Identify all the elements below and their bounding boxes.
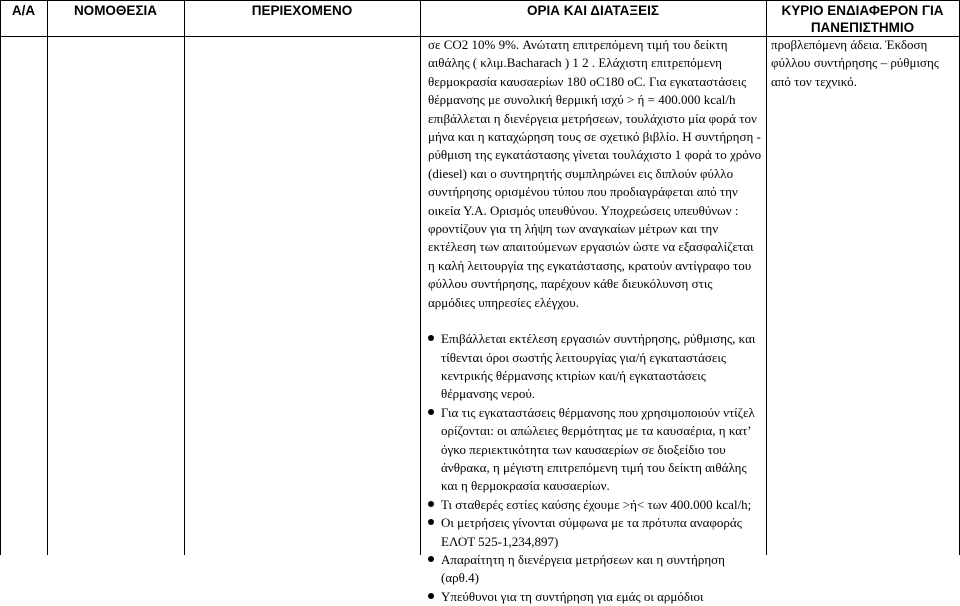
- header-col-interest-line1: ΚΥΡΙΟ ΕΝΔΙΑΦΕΡΟΝ ΓΙΑ: [781, 3, 944, 18]
- header-col-content: ΠΕΡΙΕΧΟΜΕΝΟ: [251, 3, 353, 18]
- table-divider-content: [420, 0, 421, 555]
- header-col-law: ΝΟΜΟΘΕΣΙΑ: [73, 3, 158, 18]
- interest-cell: [771, 36, 955, 236]
- bullet-dot-icon: [428, 501, 434, 507]
- table-border-left: [0, 0, 1, 555]
- list-item: Τι σταθερές εστίες καύσης έχουμε >ή< των 400.000 kcal/h;: [428, 496, 762, 514]
- limits-bullet-list: [428, 330, 762, 606]
- header-col-interest: [766, 0, 959, 36]
- interest-paragraph: προβλεπόμενη άδεια. Έκδοση φύλλου συντήρησης – ρύθμισης από τον τεχνικό.: [771, 37, 939, 89]
- bullet-dot-icon: [428, 593, 434, 599]
- bullet-dot-icon: [428, 519, 434, 525]
- bullet-dot-icon: [428, 335, 434, 341]
- list-item: Οι μετρήσεις γίνονται σύμφωνα με τα πρότυπα αναφοράς ΕΛΟΤ 525-1,234,897): [428, 514, 762, 551]
- bullet-dot-icon: [428, 409, 434, 415]
- header-col-limits: ΟΡΙΑ ΚΑΙ ΔΙΑΤΑΞΕΙΣ: [527, 3, 659, 18]
- table-divider-aa: [47, 0, 48, 555]
- list-item: Υπεύθυνοι για τη συντήρηση για εμάς οι αρμόδιοι: [428, 588, 762, 606]
- limits-paragraph: σε CO2 10% 9%. Ανώτατη επιτρεπόμενη τιμή του δείκτη αιθάλης ( κλιμ.Bacharach ) 1 2 . Ελάχιστη επιτρεπόμενη θερμοκρασία καυσαερίων 180 οC180 οC. Για εγκαταστάσεις θέρμανσης με συνολική θερμική ισχύ > ή = 400.000 kcal/h επιβάλλεται η διενέργεια μετρήσεων, τουλάχιστο μία φορά τον μήνα και η καταχώρηση τους σε σχετικό βιβλίο. Η συντήρηση - ρύθμιση της εγκατάστασης γίνεται τουλάχιστο 1 φορά το χρόνο (diesel) και ο συντηρητής συμπληρώνει εις διπλούν φύλλο συντήρησης ορισμένου τύπου που προδιαγράφεται από την οικεία Υ.Α. Ορισμός υπευθύνου. Υποχρεώσεις υπευθύνων : φροντίζουν για τη λήψη των αναγκαίων μέτρων και την εκτέλεση των απαιτούμενων εργασιών ώστε να εξασφαλίζεται η καλή λειτουργία της εγκατάστασης, κρατούν αντίγραφο του φύλλου συντήρησης, παρέχουν κάθε διευκόλυνση στις αρμόδιες υπηρεσίες ελέγχου.: [428, 37, 762, 310]
- header-col-aa: Α/Α: [11, 3, 36, 18]
- table-divider-limits: [766, 0, 767, 555]
- list-item: Επιβάλλεται εκτέλεση εργασιών συντήρησης, ρύθμισης, και τίθενται όροι σωστής λειτουργίας για/ή εγκαταστάσεις κεντρικής θέρμανσης κτιρίων και/ή εγκαταστάσεις θέρμανσης νερού.: [428, 330, 762, 404]
- table-divider-law: [184, 0, 185, 555]
- header-col-interest-line2: ΠΑΝΕΠΙΣΤΗΜΙΟ: [810, 20, 915, 35]
- bullet-dot-icon: [428, 556, 434, 562]
- list-item: Για τις εγκαταστάσεις θέρμανσης που χρησιμοποιούν ντίζελ ορίζονται: οι απώλειες θερμότητας με τα καυσαέρια, η κατ’ όγκο περιεκτικότητα των καυσαερίων σε διοξείδιο του άνθρακα, η μέγιστη επιτρεπόμενη τιμή του δείκτη αιθάλης και η θερμοκρασία καυσαερίων.: [428, 404, 762, 496]
- list-item: Απαραίτητη η διενέργεια μετρήσεων και η συντήρηση (αρθ.4): [428, 551, 762, 588]
- limits-cell: [428, 36, 762, 604]
